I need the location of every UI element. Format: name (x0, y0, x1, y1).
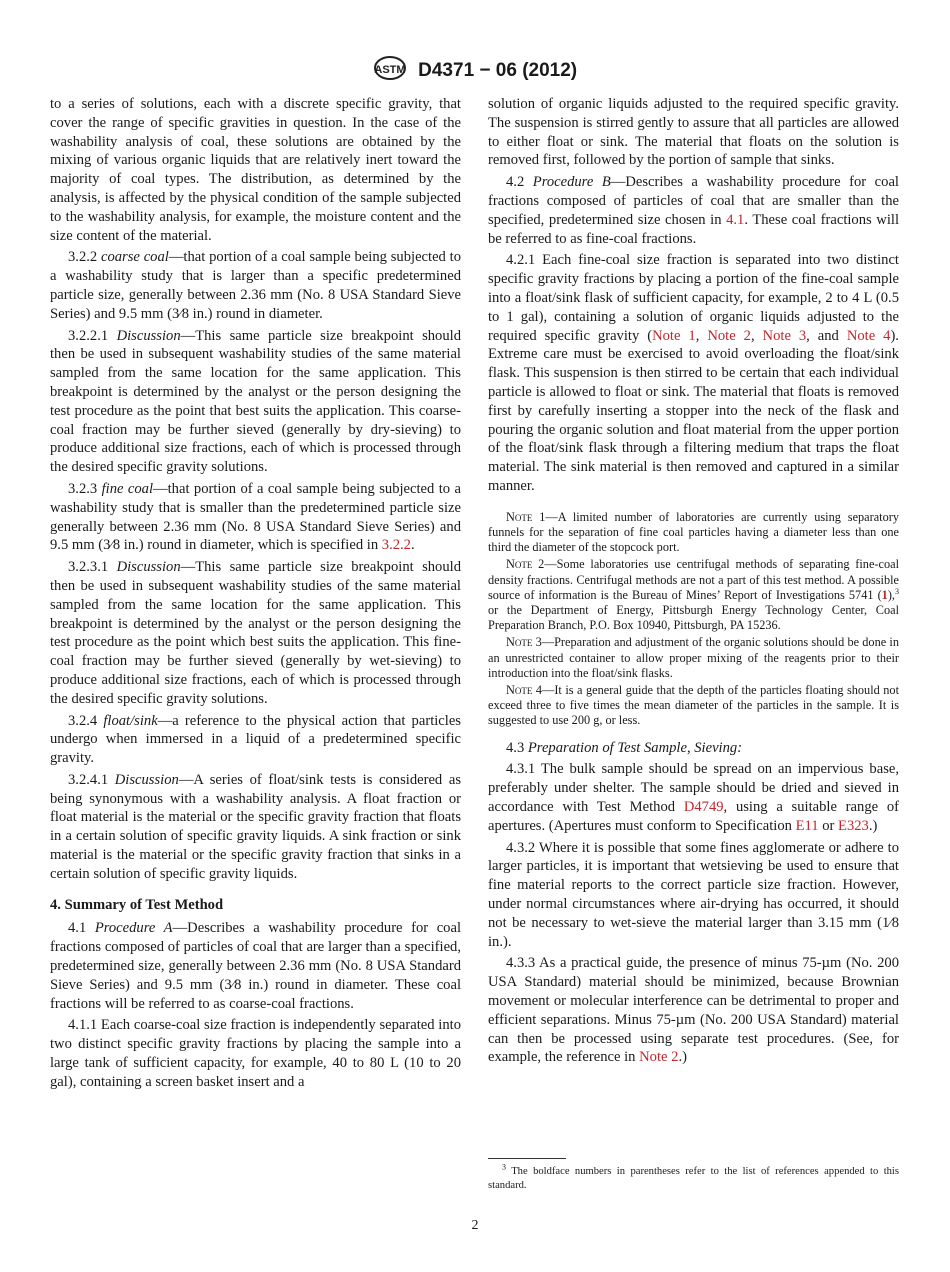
italic-term: Preparation of Test Sample, Sieving: (527, 739, 743, 756)
note-paragraph (488, 557, 899, 633)
paragraph (50, 771, 461, 884)
cross-reference-link[interactable]: Note 1 (652, 327, 696, 344)
paragraph (50, 919, 461, 1013)
page-header (0, 55, 950, 87)
italic-term: Discussion (114, 771, 179, 788)
text: .) (868, 817, 878, 834)
footnote-ref: 3 (895, 586, 899, 596)
astm-logo-icon (373, 55, 407, 87)
text: 1—A limited number of laboratories are currently using separatory funnels for the separation of fine coal particles having a diameter less than one third the diameter of the stopcock port. (488, 509, 899, 555)
text: , using a suitable range of apertures. (Apertures must conform to Specification (488, 798, 899, 834)
paragraph (488, 95, 899, 170)
text: —This same particle size breakpoint should then be used in subsequent washability studies of the same material sampled from the same location for the same application. This breakpoint is determined by the analyst or the person designing the test procedure as the point which best suits the application. This fine-coal fraction may be further sieved (generally by wet-sieving) to produce additional size fractions, each of which is processed through the desired specific gravity solutions. (50, 559, 462, 707)
paragraph (488, 251, 899, 495)
paragraph (50, 558, 461, 708)
text: or (818, 817, 839, 834)
footnote-rule (488, 1158, 566, 1159)
notes-block (488, 510, 899, 729)
cross-reference-link[interactable]: E323 (838, 817, 869, 834)
italic-term: Discussion (116, 327, 181, 344)
text: Note (506, 509, 533, 524)
text: , (750, 327, 763, 344)
cross-reference-link[interactable]: D4749 (683, 798, 724, 815)
text: . (410, 537, 415, 554)
paragraph (50, 1016, 461, 1091)
paragraph (50, 95, 461, 245)
cross-reference-link[interactable]: 3.2.2 (381, 537, 411, 554)
right-column (488, 95, 899, 1070)
italic-term: Procedure A (94, 920, 173, 937)
cross-reference-link[interactable]: 1 (881, 587, 888, 602)
text: 4.2 (506, 174, 533, 191)
text: 2—Some laboratories use centrifugal methods of separating fine-coal density fractions. Centrifugal methods are not a part of this test method. A possible source of information is the Bureau of Mines’ Report of Investigations 5741 ( (488, 557, 899, 602)
text: solution of organic liquids adjusted to the required specific gravity. The suspension is stirred gently to assure that all particles are allowed to either float or sink. The material that floats on the solution is removed first, followed by the portion of sample that sinks. (488, 96, 899, 169)
text: —A series of float/sink tests is considered as being synonymous with a washability analysis. A float fraction or float material is the material or the specific gravity fraction that floats in a certain solution of specific gravity liquids. A sink fraction or sink material is the material or the specific gravity fraction that sinks in a certain solution of specific gravity liquids. (50, 771, 461, 882)
text: —This same particle size breakpoint should then be used in subsequent washability studies of the same material sampled from the same location for the same application. This breakpoint is determined by the analyst or the person designing the test procedure as the point that best suits the application. This coarse-coal fraction may be further sieved (generally by dry-sieving) to produce additional size fractions, each of which is processed through the desired specific gravity solutions. (50, 327, 462, 476)
footnote-mark: 3 (502, 1162, 506, 1172)
text: Note (506, 557, 533, 572)
text: 4.1.1 Each coarse-coal size fraction is independently separated into two distinct specific gravity fractions by placing the sample into a large tank of sufficient capacity, for example, 40 to 80 L (10 to 20 gal), containing a screen basket insert and a (50, 1017, 461, 1090)
paragraph (488, 739, 899, 758)
text: 4—It is a general guide that the depth of the particles floating should not exceed three to five times the mean diameter of the particles in the sample. It is suggested to use 200 g, or less. (488, 682, 899, 728)
document-designation: D4371 − 06 (2012) (418, 60, 578, 81)
text: 3—Preparation and adjustment of the organic solutions should be done in an unrestricted container to allow proper mixing of the reagents prior to their introduction into the float/sink flasks. (488, 635, 899, 680)
text: . These coal fractions will be referred to as fine-coal fractions. (488, 211, 899, 247)
note-paragraph (488, 510, 899, 556)
text: , and (806, 327, 847, 344)
paragraph (50, 480, 461, 555)
cross-reference-link[interactable]: Note 4 (846, 327, 891, 344)
text: .) (678, 1049, 687, 1066)
paragraph (50, 248, 461, 323)
text: ). Extreme care must be exercised to avoid overloading the float/sink flask. This suspension is then stirred to be certain that each individual particle is allowed to float or sink. The material that floats is removed first by carefully inserting a stopper into the neck of the flask and pouring the organic solution and float material from the upper portion of the float/sink flask through a filtering medium that traps the float material. The sink material is then removed and captured in a similar manner. (488, 327, 899, 494)
cross-reference-link[interactable]: E11 (795, 817, 819, 834)
text: 3.2.2 (68, 249, 101, 266)
text: 4.3 (506, 739, 528, 756)
cross-reference-link[interactable]: Note 2 (639, 1049, 679, 1066)
paragraph (50, 712, 461, 768)
text: 3.2.3.1 (68, 559, 117, 576)
footnote-text: The boldface numbers in parentheses refer to the list of references appended to this standard. (488, 1166, 899, 1191)
text: 4.2.1 Each fine-coal size fraction is separated into two distinct specific gravity fractions by placing a portion of the fine-coal sample into a float/sink flask of sufficient capacity, for example, 2 to 4 L (0.5 to 1 gal), containing a solution of organic liquids adjusted to the required specific gravity ( (488, 252, 899, 344)
text: 4. Summary of Test Method (50, 896, 224, 913)
italic-term: fine coal (101, 480, 154, 497)
text: —that portion of a coal sample being subjected to a washability study that is larger than a specific predetermined particle size, generally between 2.36 mm (No. 8 USA Standard Sieve Series) and 9.5 mm (3⁄8 in.) round in diameter. (50, 249, 461, 322)
text: Note (506, 635, 533, 650)
cross-reference-link[interactable]: Note 3 (762, 327, 807, 344)
text: 3.2.4 (68, 712, 104, 729)
text: ), (887, 587, 895, 602)
italic-term: Procedure B (532, 174, 611, 191)
note-paragraph (488, 635, 899, 681)
cross-reference-link[interactable]: 4.1 (726, 211, 745, 228)
text: —Describes a washability procedure for coal fractions composed of particles of coal that are larger than a specified, predetermined size, generally between 2.36 mm (No. 8 USA Standard Sieve Series) and 9.5 mm (3⁄8 in.) round in diameter. These coal fractions will be referred to as coarse-coal fractions. (50, 920, 462, 1012)
text: Note (506, 682, 533, 697)
text: or the Department of Energy, Pittsburgh Energy Technology Center, Coal Preparation Branch, P.O. Box 10940, Pittsburgh, PA 15236. (488, 602, 899, 633)
text: , (695, 327, 708, 344)
paragraph (488, 760, 899, 835)
text: 4.3.2 Where it is possible that some fines agglomerate or adhere to larger particles, it is important that wetsieving be used to ensure that fine material reports to the correct particle size fraction. However, under normal circumstances where air-drying has occurred, it should not be necessary to wet-sieve the material larger than 3.15 mm (1⁄8 in.). (488, 839, 899, 950)
italic-term: coarse coal (100, 249, 169, 266)
svg-text:ASTM: ASTM (374, 64, 406, 76)
italic-term: Discussion (116, 559, 181, 576)
note-paragraph (488, 683, 899, 729)
text: —that portion of a coal sample being subjected to a washability study that is smaller than the predetermined particle size generally between 2.36 mm (No. 8 USA Standard Sieve Series) and 9.5 mm (3⁄8 in.) round in diameter, which is specified in (50, 480, 461, 554)
text: —a reference to the physical action that particles undergo when immersed in a liquid of a predetermined specific gravity. (50, 712, 461, 767)
paragraph (50, 327, 461, 477)
italic-term: float/sink (103, 712, 158, 729)
section-heading (50, 896, 461, 915)
footnote (488, 1158, 899, 1196)
text: 4.3.1 The bulk sample should be spread on an impervious base, preferably under shelter. The sample should be dried and sieved in accordance with Test Method (488, 761, 899, 815)
text: 4.3.3 As a practical guide, the presence of minus 75-µm (No. 200 USA Standard) material should be minimized, because Brownian movement or molecular interference can be detrimental to proper and efficient separations. Minus 75-µm (No. 200 USA Standard) material can then be processed using separate test procedures. (See, for example, the reference in (488, 955, 899, 1066)
text: 3.2.4.1 (68, 771, 115, 788)
left-column (50, 95, 461, 1095)
text: 3.2.2.1 (68, 327, 117, 344)
paragraph (488, 954, 899, 1067)
paragraph (488, 173, 899, 248)
paragraph (488, 839, 899, 952)
text: 3.2.3 (68, 480, 102, 497)
text: to a series of solutions, each with a discrete specific gravity, that cover the range of specific gravities in question. In the case of the washability analysis of coal, these solutions are obtained by the mixing of various organic liquids that are relatively inert toward the majority of coal types. The distribution, as determined by the analysis, is affected by the physical condition of the sample subjected to the washability analysis, for example, the moisture content and the size content of the material. (50, 96, 461, 244)
text: —Describes a washability procedure for coal fractions composed of particles of coal that are smaller than the specified, predetermined size chosen in (488, 174, 899, 228)
page-number: 2 (471, 1218, 479, 1233)
text: 4.1 (68, 920, 95, 937)
cross-reference-link[interactable]: Note 2 (707, 327, 751, 344)
